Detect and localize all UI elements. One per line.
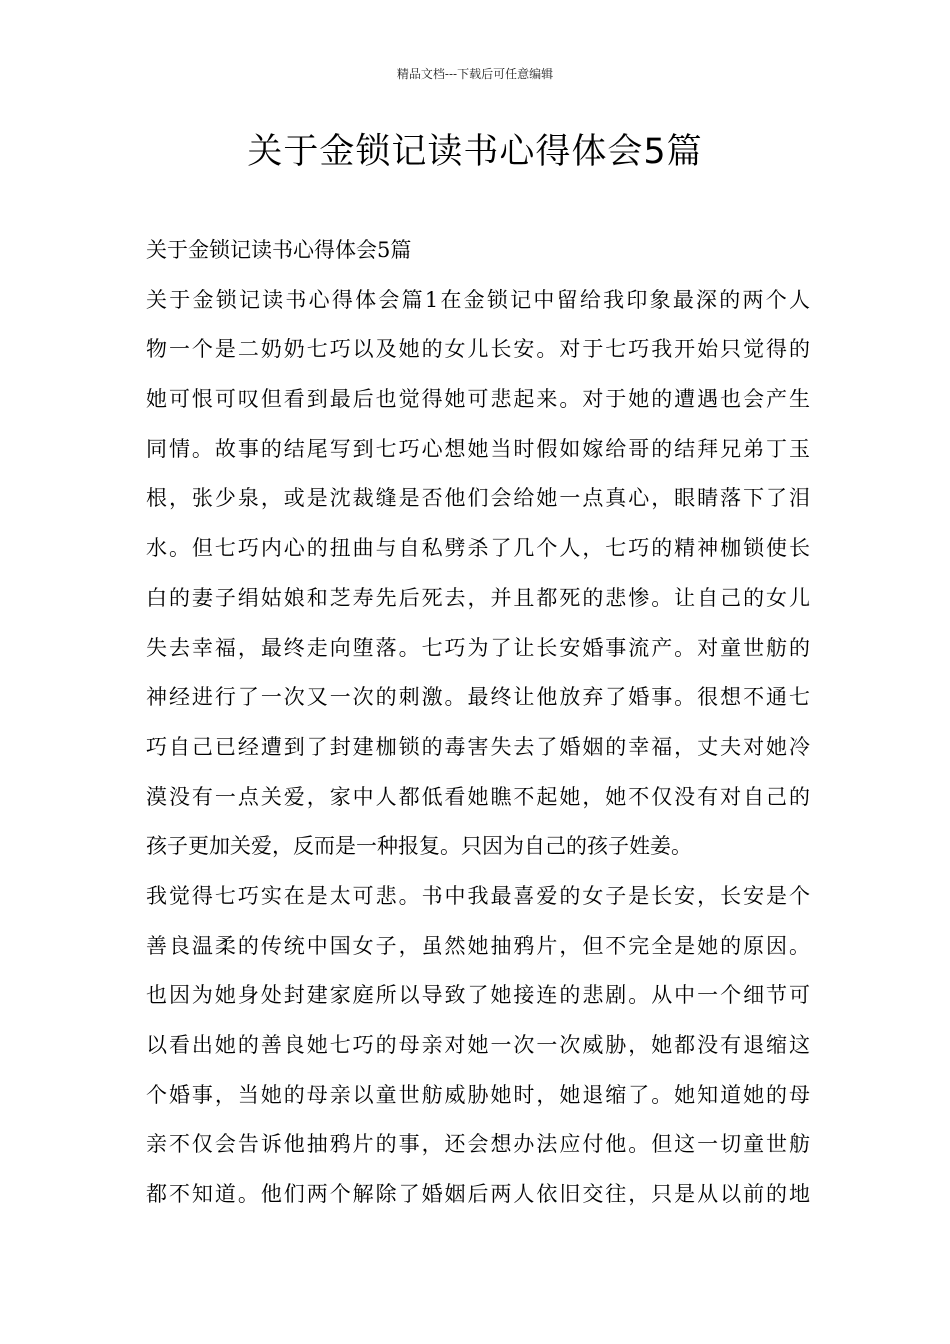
text-line: 以看出她的善良她七巧的母亲对她一次一次威胁，她都没有退缩这 <box>146 1033 810 1057</box>
text-line: 巧自己已经遭到了封建枷锁的毒害失去了婚姻的幸福，丈夫对她冷 <box>146 734 810 759</box>
text-line: 失去幸福，最终走向堕落。七巧为了让长安婚事流产。对童世舫的 <box>146 635 810 660</box>
text-line: 关于金锁记读书心得体会篇1在金锁记中留给我印象最深的两个人 <box>146 287 810 312</box>
text-line: 关于金锁记读书心得体会5篇 <box>146 238 412 262</box>
text-line: 物一个是二奶奶七巧以及她的女儿长安。对于七巧我开始只觉得的 <box>146 337 810 362</box>
text-line: 水。但七巧内心的扭曲与自私劈杀了几个人，七巧的精神枷锁使长 <box>146 536 810 561</box>
text-line: 也因为她身处封建家庭所以导致了她接连的悲剧。从中一个细节可 <box>146 983 810 1008</box>
text-line: 她可恨可叹但看到最后也觉得她可悲起来。对于她的遭遇也会产生 <box>146 387 810 412</box>
text-line: 漠没有一点关爱，家中人都低看她瞧不起她，她不仅没有对自己的 <box>146 784 810 809</box>
text-line: 都不知道。他们两个解除了婚姻后两人依旧交往，只是从以前的地 <box>146 1182 810 1207</box>
text-line: 白的妻子绢姑娘和芝寿先后死去，并且都死的悲惨。让自己的女儿 <box>146 585 810 610</box>
body-text <box>146 226 810 1220</box>
text-line: 善良温柔的传统中国女子，虽然她抽鸦片，但不完全是她的原因。 <box>146 933 810 958</box>
text-line: 根，张少泉，或是沈裁缝是否他们会给她一点真心，眼睛落下了泪 <box>146 486 810 511</box>
text-line: 神经进行了一次又一次的刺激。最终让他放弃了婚事。很想不通七 <box>146 685 810 710</box>
text-line: 孩子更加关爱，反而是一种报复。只因为自己的孩子姓姜。 <box>146 834 692 859</box>
header-note: 精品文档---下载后可任意编辑 <box>396 67 554 81</box>
text-line: 亲不仅会告诉他抽鸦片的事，还会想办法应付他。但这一切童世舫 <box>146 1132 810 1157</box>
text-line: 同情。故事的结尾写到七巧心想她当时假如嫁给哥的结拜兄弟丁玉 <box>146 436 810 461</box>
document-title: 关于金锁记读书心得体会5篇 <box>247 132 703 172</box>
text-line: 我觉得七巧实在是太可悲。书中我最喜爱的女子是长安，长安是个 <box>146 883 810 908</box>
text-line: 个婚事，当她的母亲以童世舫威胁她时，她退缩了。她知道她的母 <box>146 1082 810 1107</box>
